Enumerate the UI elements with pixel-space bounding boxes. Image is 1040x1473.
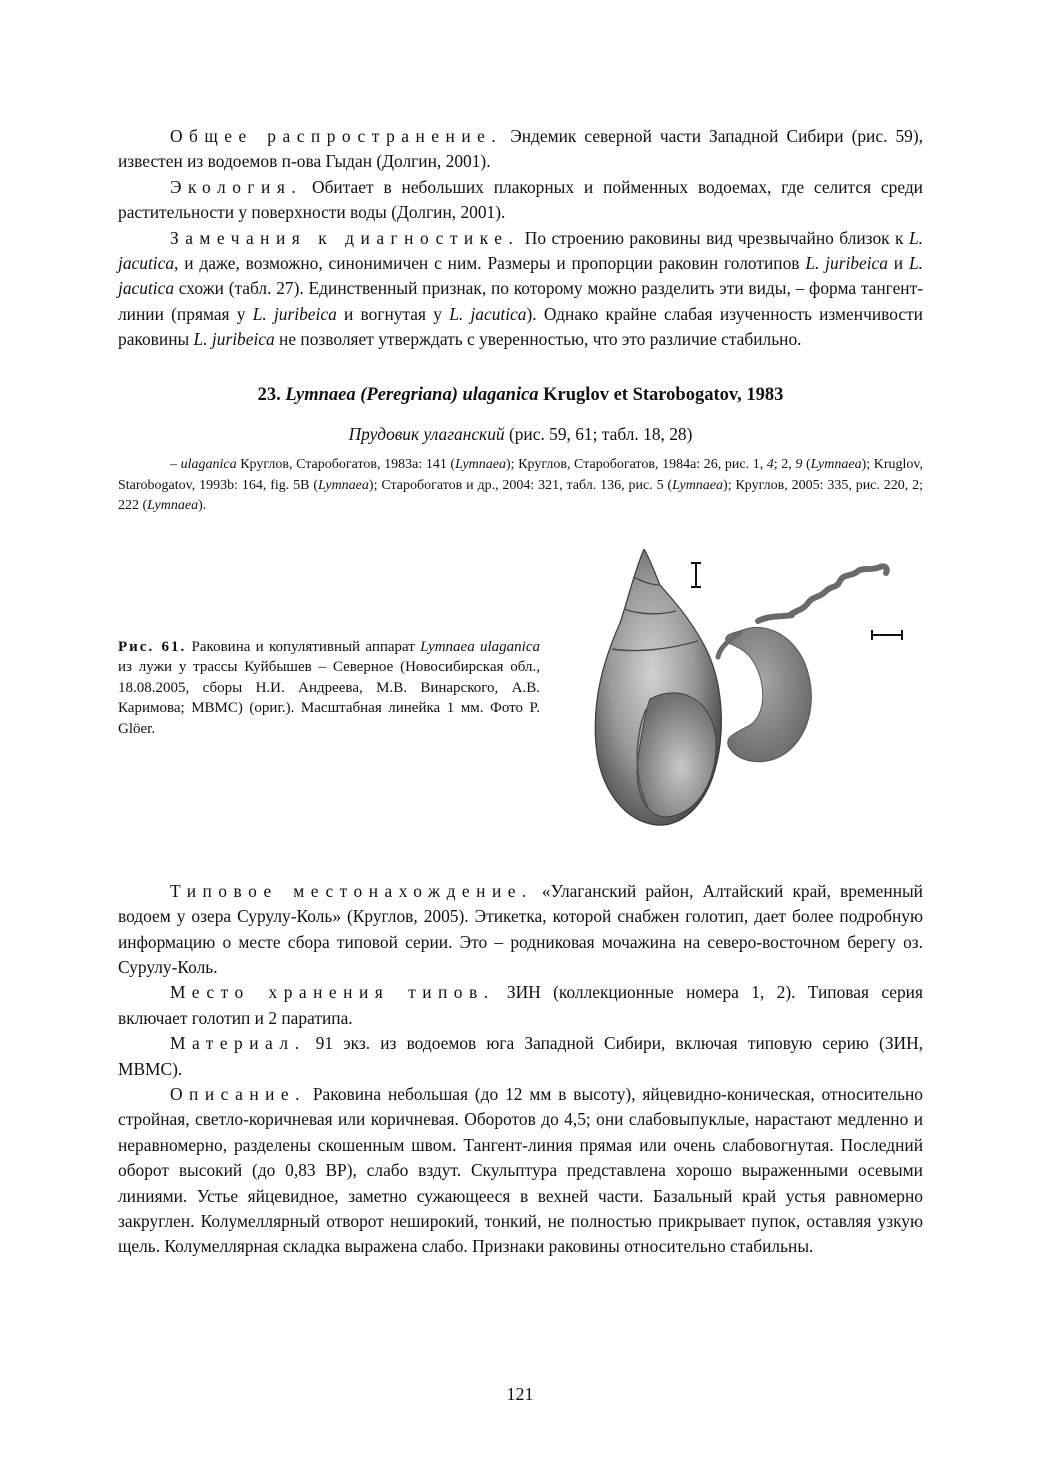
paragraph-diagnostic-notes: Замечания к диагностике. По строению раковины вид чрезвычайно близок к L. jacutica, и даже, возможно, синонимичен с ним. Размеры и пропорции раковин голотипов L. juribeica и L. jacutica схожи (табл. 27). Единственный признак, по которому можно разделить эти виды, – форма тангент-линии (прямая у L. juribeica и вогнутая у L. jacutica). Однако крайне слабая изученность изменчивости раковины L. juribeica не позволяет утверждать с уверенностью, что это различие стабильно.: [118, 227, 924, 350]
figure-label: Рис. 61.: [118, 638, 187, 655]
section-head: Общее распространение.: [170, 126, 503, 146]
shell-and-copulatory-apparatus-image: [590, 549, 930, 849]
copulatory-apparatus: [718, 566, 887, 761]
section-head: Экология.: [170, 176, 303, 197]
paragraph-ecology: Экология. Обитает в небольших плакорных и пойменных водоемах, где селится среди растительности у поверхности воды (Долгин, 2001).: [118, 176, 923, 223]
section-head: Описание.: [170, 1083, 307, 1104]
synonymy: – ulaganica Круглов, Старобогатов, 1983a: 141 (Lymnaea); Круглов, Старобогатов, 1984a: 26, рис. 1, 4; 2, 9 (Lymnaea); Kruglov, Starobogatov, 1993b: 164, fig. 5B (Lymnaea); Старобогатов и др., 2004: 321, табл. 136, рис. 5 (Lymnaea); Круглов, 2005: 335, рис. 220, 2; 222 (Lymnaea).: [118, 457, 924, 514]
figure-61: [118, 549, 923, 869]
species-common-name: Прудовик улаганский (рис. 59, 61; табл. 18, 28): [348, 424, 693, 445]
paragraph-material: Материал. 91 экз. из водоемов юга Западной Сибири, включая типовую серию (ЗИН, МВМС).: [118, 1033, 923, 1079]
shell: [595, 549, 721, 825]
section-head: Место хранения типов.: [170, 982, 495, 1003]
page-number: 121: [506, 1384, 534, 1404]
scale-bar: [691, 563, 701, 587]
paragraph-type-repository: Место хранения типов. ЗИН (коллекционные номера 1, 2). Типовая серия включает голотип и 2 паратипа.: [118, 982, 923, 1028]
paragraph-distribution: Общее распространение. Эндемик северной части Западной Сибири (рис. 59), известен из водоемов п-ова Гыдан (Долгин, 2001).: [118, 126, 924, 172]
figure-caption: Рис. 61. Раковина и копулятивный аппарат Lymnaea ulaganica из лужи у трассы Куйбышев – Северное (Новосибирская обл., 18.08.2005, сборы Н.И. Андреева, М.В. Винарского, А.В. Каримова; МВМС) (ориг.). Масштабная линейка 1 мм. Фото P. Glöer.: [118, 638, 541, 737]
scale-bar: [872, 630, 902, 640]
paragraph-description: Описание. Раковина небольшая (до 12 мм в высоту), яйцевидно-коническая, относительно стройная, светло-коричневая или коричневая. Оборотов до 4,5; они слабовыпуклые, нарастают медленно и неравномерно, разделены скошенным швом. Тангент-линия прямая или очень слабовогнутая. Последний оборот высокий (до 0,83 ВР), слабо вздут. Скульптура представлена хорошо выраженными осевыми линиями. Устье яйцевидное, заметно сужающееся в вехней части. Базальный край устья равномерно закруглен. Колумеллярный отворот неширокий, тонкий, не полностью прикрывает пупок, оставляя узкую щель. Колумеллярная складка выражена слабо. Признаки раковины относительно стабильны.: [118, 1083, 923, 1257]
species-title: 23. Lymnaea (Peregriana) ulaganica Kruglov et Starobogatov, 1983: [257, 384, 784, 405]
paragraph-type-locality: Типовое местонахождение. «Улаганский район, Алтайский край, временный водоем у озера Сурулу-Коль» (Круглов, 2005). Этикетка, которой снабжен голотип, дает более подробную информацию о месте сбора типовой серии. Это – родниковая мочажина на северо-восточном берегу оз. Сурулу-Коль.: [118, 880, 923, 977]
section-head: Замечания к диагностике.: [170, 227, 520, 248]
section-head: Материал.: [170, 1033, 306, 1054]
page-body: [118, 124, 923, 1260]
section-head: Типовое местонахождение.: [170, 880, 533, 901]
